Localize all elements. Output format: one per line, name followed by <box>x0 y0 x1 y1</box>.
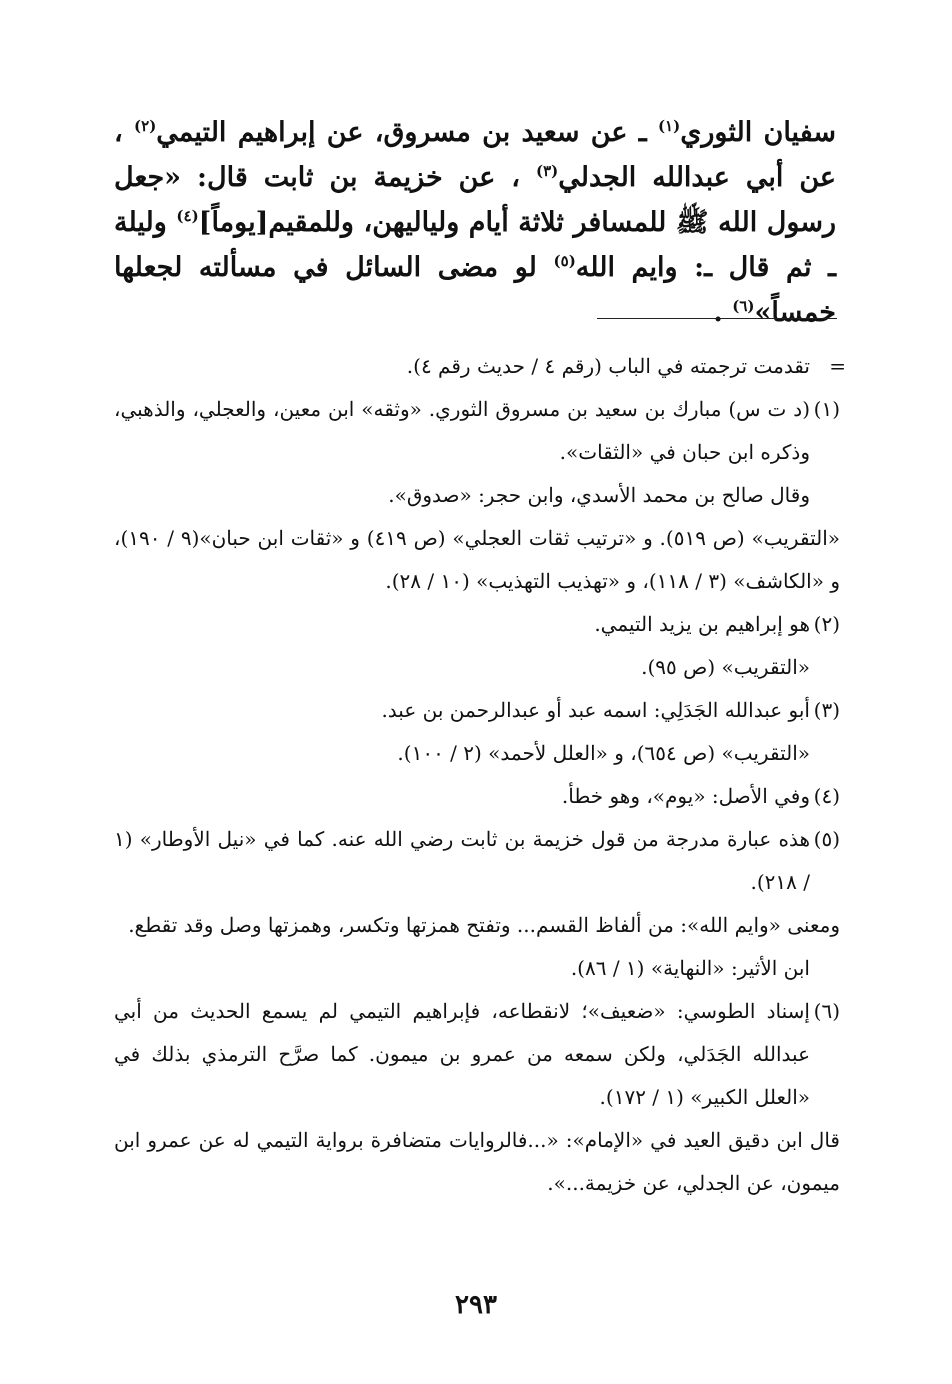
footnote-ref-6: (٦) <box>732 297 755 315</box>
footnote-text: وفي الأصل: «يوم»، وهو خطأ. <box>561 784 810 808</box>
hadith-segment: وليلة ـ ثم قال ـ: وايم الله <box>114 207 836 283</box>
footnote-text: «التقريب» (ص ٦٥٤)، و «العلل لأحمد» (٢ / ١٠٠). <box>397 741 810 765</box>
footnote-5 <box>114 818 840 990</box>
footnote-text: وقال صالح بن محمد الأسدي، وابن حجر: «صدوق». <box>388 483 810 507</box>
footnote-marker: (٥) <box>813 827 840 851</box>
footnote-text: «التقريب» (ص ٩٥). <box>641 655 810 679</box>
page-number: ٢٩٣ <box>455 1290 497 1320</box>
footnote-1 <box>114 388 840 603</box>
footnote-marker: = <box>829 354 846 378</box>
footnote-marker: (٦) <box>813 999 840 1023</box>
hadith-segment: ، عن أبي عبدالله الجدلي <box>114 117 836 193</box>
footnotes <box>114 345 846 1205</box>
footnote-marker: (٣) <box>813 698 840 722</box>
footnote-ref-2: (٢) <box>134 117 157 135</box>
hadith-segment: لو مضى السائل في مسألته لجعلها خمساً» <box>114 252 836 328</box>
footnote-ref-5: (٥) <box>553 252 576 270</box>
footnote-ref-4: (٤) <box>176 207 199 225</box>
footnote-text: قال ابن دقيق العيد في «الإمام»: «...فالروايات متضافرة برواية التيمي له عن عمرو ابن ميمون، عن الجدلي، عن خزيمة...». <box>114 1128 840 1195</box>
footnote-text: ومعنى «وايم الله»: من ألفاظ القسم... وتفتح همزتها وتكسر، وهمزتها وصل وقد تقطع. <box>128 913 840 937</box>
footnote-text: إسناد الطوسي: «ضعيف»؛ لانقطاعه، فإبراهيم التيمي لم يسمع الحديث من أبي عبدالله الجَدَلي، ولكن سمعه من عمرو بن ميمون. كما صرَّح الترمذي بذلك في «العلل الكبير» (١ / ١٧٢). <box>114 999 810 1109</box>
footnote-text: هو إبراهيم بن يزيد التيمي. <box>594 612 810 636</box>
hadith-segment: ـ عن سعيد بن مسروق، عن إبراهيم التيمي <box>156 117 658 148</box>
footnote-3 <box>114 689 840 775</box>
footnote-separator <box>597 318 837 319</box>
hadith-segment: ، عن خزيمة بن ثابت قال: «جعل رسول الله ﷺ للمسافر ثلاثة أيام ولياليهن، وللمقيم[يوماً] <box>114 162 836 238</box>
footnote-text: «التقريب» (ص ٥١٩). و «ترتيب ثقات العجلي» (ص ٤١٩) و «ثقات ابن حبان»(٩ / ١٩٠)، و «الكاشف» (٣ / ١١٨)، و «تهذيب التهذيب» (١٠ / ٢٨). <box>114 526 840 593</box>
hadith-segment: . <box>713 297 733 328</box>
footnote-ref-3: (٣) <box>535 162 559 180</box>
hadith-segment: سفيان الثوري <box>680 117 836 148</box>
footnote-marker: (٤) <box>813 784 840 808</box>
footnote-6 <box>114 990 840 1205</box>
footnote-text: تقدمت ترجمته في الباب (رقم ٤ / حديث رقم ٤). <box>406 354 810 378</box>
footnote-text: ابن الأثير: «النهاية» (١ / ٨٦). <box>570 956 810 980</box>
footnote-continuation <box>114 345 846 388</box>
footnote-4 <box>114 775 840 818</box>
hadith-text <box>114 110 836 335</box>
footnote-marker: (٢) <box>813 612 840 636</box>
footnote-text: أبو عبدالله الجَدَلِي: اسمه عبد أو عبدالرحمن بن عبد. <box>381 698 810 722</box>
footnote-text: (د ت س) مبارك بن سعيد بن مسروق الثوري. «وثقه» ابن معين، والعجلي، والذهبي، وذكره ابن حبان في «الثقات». <box>114 397 810 464</box>
footnote-text: هذه عبارة مدرجة من قول خزيمة بن ثابت رضي الله عنه. كما في «نيل الأوطار» (١ / ٢١٨). <box>114 827 810 894</box>
footnote-marker: (١) <box>813 397 840 421</box>
footnote-ref-1: (١) <box>657 117 681 135</box>
footnote-2 <box>114 603 840 689</box>
